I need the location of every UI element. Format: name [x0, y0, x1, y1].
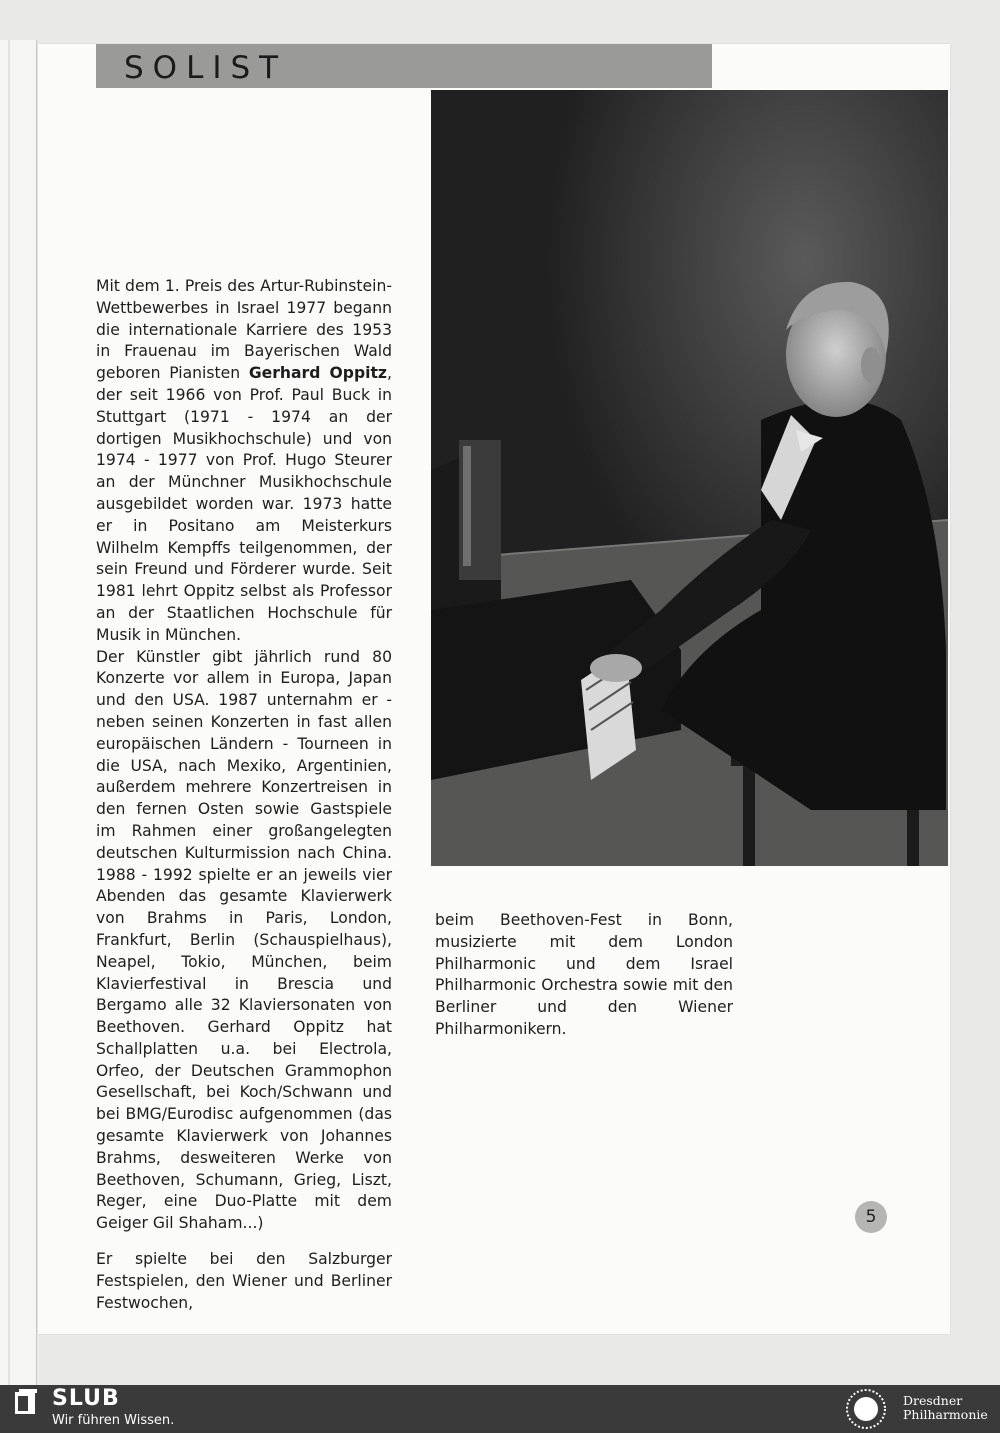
slub-logo-icon	[13, 1389, 39, 1415]
article-paragraph	[96, 276, 392, 647]
previous-page-edge	[0, 40, 37, 1385]
dresdner-philharmonie-label	[903, 1394, 988, 1422]
paragraph-text: , der seit 1966 von Prof. Paul Buck in Stuttgart (1971 - 1974 an der dortigen Musikhochschule) und von 1974 - 1977 von Prof. Hugo Steurer an der Münchner Musikhochschule ausgebildet worden war. 1973 hatte er in Positano am Meisterkurs Wilhelm Kempffs teilgenommen, der sein Freund und Förderer wurde. Seit 1981 lehrt Oppitz selbst als Professor an der Staatlichen Hochschule für Musik in München.	[96, 364, 392, 644]
pianist-photo	[431, 90, 948, 866]
artist-name: Gerhard Oppitz	[248, 364, 388, 383]
article-left-column	[96, 276, 392, 1314]
paragraph-text: Mit dem 1. Preis des Artur-Rubinstein-Wettbewerbes in Israel 1977 begann die internationale Karriere des 1953 in Frauenau im Bayerischen Wald geboren Pianisten	[96, 277, 392, 383]
pianist-photo-illustration	[431, 90, 948, 866]
section-title: SOLIST	[124, 50, 288, 86]
article-paragraph: Der Künstler gibt jährlich rund 80 Konzerte vor allem in Europa, Japan und den USA. 1987 unternahm er - neben seinen Konzerten in fast allen europäischen Ländern - Tourneen in die USA, nach Mexiko, Argentinien, außerdem mehrere Konzertreisen in den fernen Osten sowie Gastspiele im Rahmen einer großangelegten deutschen Kulturmission nach China. 1988 - 1992 spielte er an jeweils vier Abenden das gesamte Klavierwerk von Brahms in Paris, London, Frankfurt, Berlin (Schauspielhaus), Neapel, Tokio, München, beim Klavierfestival in Brescia und Bergamo alle 32 Klaviersonaten von Beethoven. Gerhard Oppitz hat Schallplatten u.a. bei Electrola, Orfeo, der Deutschen Grammophon Gesellschaft, bei Koch/Schwann und bei BMG/Eurodisc aufgenommen (das gesamte Klavierwerk von Johannes Brahms, desweiteren Werke von Beethoven, Schumann, Grieg, Liszt, Reger, eine Duo-Platte mit dem Geiger Gil Shaham...)	[96, 647, 392, 1233]
article-paragraph: Er spielte bei den Salzburger Festspielen, den Wiener und Berliner Festwochen,	[96, 1250, 392, 1312]
dresdner-philharmonie-logo-icon	[845, 1388, 887, 1430]
program-page	[38, 44, 950, 1334]
slub-name: SLUB	[52, 1386, 120, 1411]
slub-tagline: Wir führen Wissen.	[52, 1413, 175, 1428]
page-number: 5	[855, 1201, 887, 1233]
footer-bar	[0, 1385, 1000, 1433]
dp-line1: Dresdner	[903, 1393, 963, 1408]
dp-line2: Philharmonie	[903, 1407, 988, 1422]
article-continuation: beim Beethoven-Fest in Bonn, musizierte mit dem London Philharmonic und dem Israel Philharmonic Orchestra sowie mit den Berliner und den Wiener Philharmonikern.	[435, 911, 733, 1038]
